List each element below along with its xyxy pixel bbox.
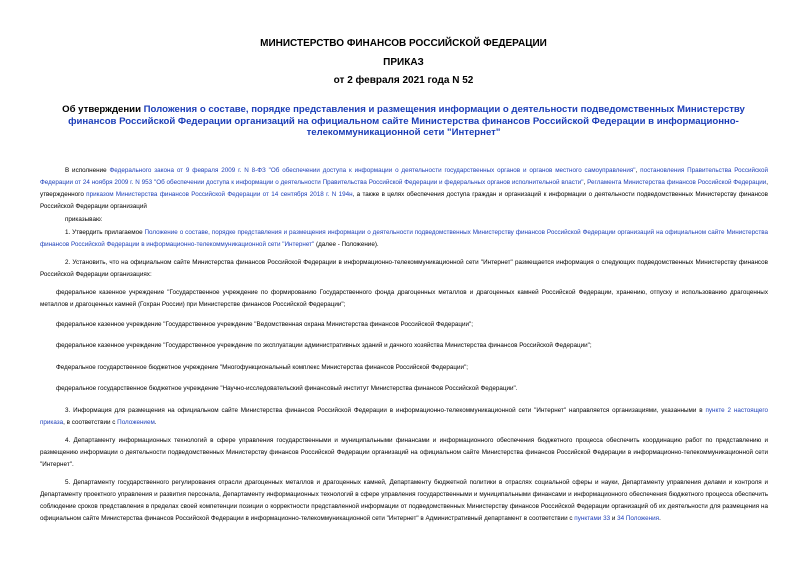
regulation-link[interactable]: Положение о составе, порядке представления и размещения информации о деятельности подведомственных Министерству финансов Российской Федерации организаций на официальном сайте Министерства финансов Российской Федерации в информационно-телекоммуникационной сети "Интернет" xyxy=(40,229,768,248)
preamble-text-1: В исполнение xyxy=(65,167,110,174)
p5-text-2: и xyxy=(610,515,618,522)
preamble-paragraph xyxy=(40,165,768,213)
paragraph-4: 4. Департаменту информационных технологий в сфере управления государственными и муниципальными финансами и информационного обеспечения бюджетного процесса обеспечить координацию работ по представлению и размещению информации о деятельности подведомственных Министерству финансов Российской Федерации организаций на официальном сайте Министерства финансов Российской Федерации в информационно-телекоммуникационной сети "Интернет". xyxy=(40,437,768,468)
ministry-order-link[interactable]: приказом Министерства финансов Российской Федерации от 14 сентября 2018 г. N 194н xyxy=(86,191,353,198)
ministry-regulation-link[interactable]: Регламента Министерства финансов Российской Федерации xyxy=(587,179,767,186)
preamble-text-4: , утвержденного xyxy=(40,179,769,198)
document-title xyxy=(38,104,769,139)
date-number-heading: от 2 февраля 2021 года N 52 xyxy=(333,75,474,86)
org-item-4: Федеральное государственное бюджетное учреждение "Многофункциональный комплекс Министерства финансов Российской Федерации"; xyxy=(56,364,469,371)
p1-text-2: (далее - Положение). xyxy=(314,241,379,248)
org-item-5: федеральное государственное бюджетное учреждение "Научно-исследовательский финансовый институт Министерства финансов Российской Федерации". xyxy=(56,385,518,392)
org-item-3: федеральное казенное учреждение "Государственное учреждение по эксплуатации административных зданий и дачного хозяйства Министерства финансов Российской Федерации"; xyxy=(56,342,592,349)
paragraph-5 xyxy=(40,477,768,525)
order-word: приказываю: xyxy=(65,216,103,223)
p5-text-3: . xyxy=(659,515,661,522)
p1-text-1: 1. Утвердить прилагаемое xyxy=(65,229,145,236)
p5-text-1: 5. Департаменту государственного регулирования отрасли драгоценных металлов и драгоценных камней, Департаменту бюджетной политики в отраслях социальной сферы и науки, Департаменту управления делами и контроля и Департаменту проектного управления и развития персонала, Департаменту информационных технологий в сфере управления государственными и муниципальными финансами и информационного обеспечения бюджетного процесса обеспечить соблюдение сроков представления в пределах своей компетенции позиции о корректности представленной информации от подведомственных Министерству финансов Российской Федерации организаций об их деятельности для размещения на официальном сайте Министерства финансов Российской Федерации в информационно-телекоммуникационной сети "Интернет" в Административный департамент в соответствии с xyxy=(40,479,768,522)
p3-text-3: . xyxy=(154,419,157,426)
paragraph-3 xyxy=(40,405,768,429)
preamble-text-5: , а также в целях обеспечения доступа граждан и организаций к информации о деятельности подведомственных Министерству финансов Российской Федерации организаций xyxy=(40,191,768,210)
paragraph-2: 2. Установить, что на официальном сайте Министерства финансов Российской Федерации в информационно-телекоммуникационной сети "Интернет" размещается информация о следующих подведомственных Министерству финансов Российской Федерации организациях: xyxy=(40,259,768,278)
clause-2-link[interactable]: пункте 2 настоящего приказа xyxy=(40,407,768,426)
preamble-text-3: , xyxy=(583,179,588,186)
government-decree-link[interactable]: постановления Правительства Российской Федерации от 24 ноября 2009 г. N 953 "Об обеспечении доступа к информации о деятельности Правительства Российской Федерации и федеральных органов исполнительной власти" xyxy=(40,167,769,186)
preamble-text-2: , xyxy=(635,167,641,174)
org-item-1: федеральное казенное учреждение "Государственное учреждение по формированию Государственного фонда драгоценных металлов и драгоценных камней Российской Федерации, хранению, отпуску и использованию драгоценных металлов и драгоценных камней (Гохран России) при Министерстве финансов Российской Федерации"; xyxy=(40,289,768,308)
title-regulation-link[interactable]: Положения о составе, порядке представления и размещения информации о деятельности подведомственных Министерству финансов Российской Федерации организаций на официальном сайте Министерства финансов Российской Федерации в информационно-телекоммуникационной сети "Интернет" xyxy=(68,104,745,138)
paragraph-1 xyxy=(40,227,768,251)
ministry-heading: МИНИСТЕРСТВО ФИНАНСОВ РОССИЙСКОЙ ФЕДЕРАЦИИ xyxy=(260,38,547,49)
title-prefix: Об утверждении xyxy=(62,104,144,115)
p3-text-2: , в соответствии с xyxy=(63,419,118,426)
regulation-ref-link[interactable]: Положением xyxy=(117,419,155,426)
org-item-2: федеральное казенное учреждение "Государственное учреждение "Ведомственная охрана Министерства финансов Российской Федерации"; xyxy=(56,321,474,328)
clause-33-link[interactable]: пунктами 33 xyxy=(574,515,611,522)
federal-law-link[interactable]: Федерального закона от 9 февраля 2009 г. N 8-ФЗ "Об обеспечении доступа к информации о деятельности государственных органов и органов местного самоуправления" xyxy=(109,167,636,174)
doc-type-heading: ПРИКАЗ xyxy=(383,57,424,68)
clause-34-link[interactable]: 34 Положения xyxy=(617,515,660,522)
p3-text-1: 3. Информация для размещения на официальном сайте Министерства финансов Российской Федерации в информационно-телекоммуникационной сети "Интернет" направляется организациями, указанными в xyxy=(65,407,706,414)
